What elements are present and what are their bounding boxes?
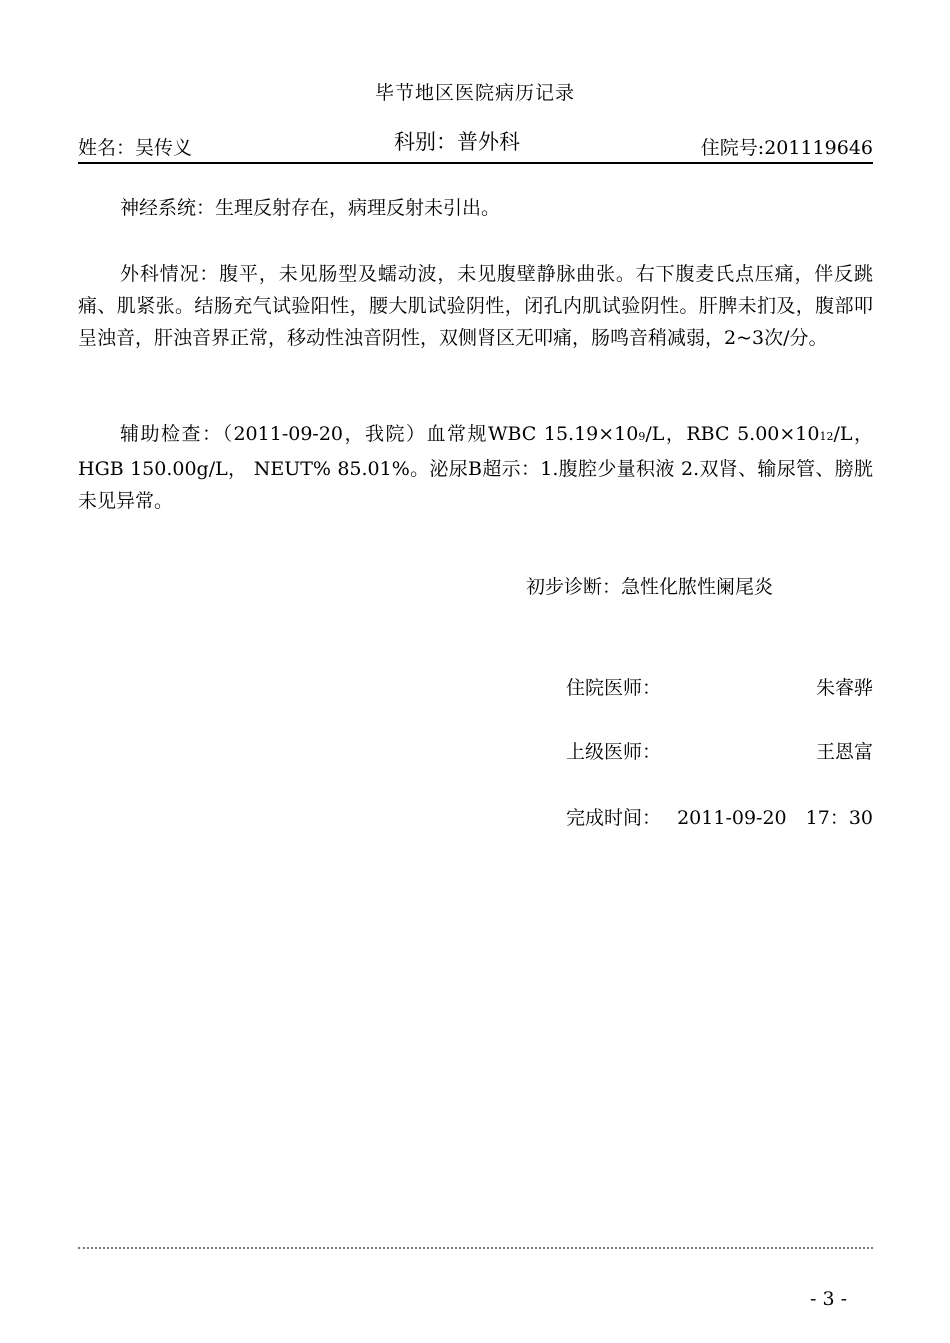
aux-text-2: /L，RBC 5.00×10 bbox=[645, 423, 820, 445]
completion-time-value: 2011-09-20 17：30 bbox=[677, 807, 873, 829]
resident-physician-name: 朱睿骅 bbox=[815, 677, 873, 699]
surgical-exam-paragraph: 外科情况：腹平，未见肠型及蠕动波，未见腹壁静脉曲张。右下腹麦氏点压痛，伴反跳痛、肌紧张。结肠充气试验阳性，腰大肌试验阴性，闭孔内肌试验阴性。肝脾未扪及，腹部叩呈浊音，肝浊音界正常，移动性浊音阴性，双侧肾区无叩痛，肠鸣音稍减弱，2~3次/分。 bbox=[78, 263, 873, 349]
preliminary-diagnosis: 初步诊断：急性化脓性阑尾炎 bbox=[526, 576, 774, 598]
admission-number: 住院号:201119646 bbox=[700, 137, 873, 159]
resident-physician-row bbox=[566, 673, 873, 703]
document-title: 毕节地区医院病历记录 bbox=[374, 82, 575, 104]
completion-time-label: 完成时间： bbox=[566, 807, 662, 829]
neuro-exam-paragraph: 神经系统：生理反射存在，病理反射未引出。 bbox=[120, 197, 501, 219]
senior-physician-name: 王恩富 bbox=[815, 741, 873, 763]
aux-exponent-1: 9 bbox=[638, 430, 646, 443]
page-number: - 3 - bbox=[810, 1288, 848, 1310]
record-header bbox=[78, 132, 873, 164]
department: 科别：普外科 bbox=[394, 130, 520, 154]
completion-time-row bbox=[566, 803, 873, 833]
footer-divider bbox=[78, 1247, 873, 1249]
resident-physician-label: 住院医师： bbox=[566, 677, 662, 699]
patient-name: 姓名：吴传义 bbox=[78, 137, 193, 159]
aux-text-1: 辅助检查：（2011-09-20，我院）血常规WBC 15.19×10 bbox=[120, 423, 639, 445]
aux-exponent-2: 12 bbox=[819, 430, 834, 443]
auxiliary-exam-paragraph bbox=[78, 418, 873, 517]
senior-physician-row bbox=[566, 737, 873, 767]
senior-physician-label: 上级医师： bbox=[566, 741, 662, 763]
aux-text-3: /L，HGB 150.00g/L， NEUT% 85.01%。泌尿B超示：1.腹腔少量积液 2.双肾、输尿管、膀胱未见异常。 bbox=[78, 423, 873, 512]
